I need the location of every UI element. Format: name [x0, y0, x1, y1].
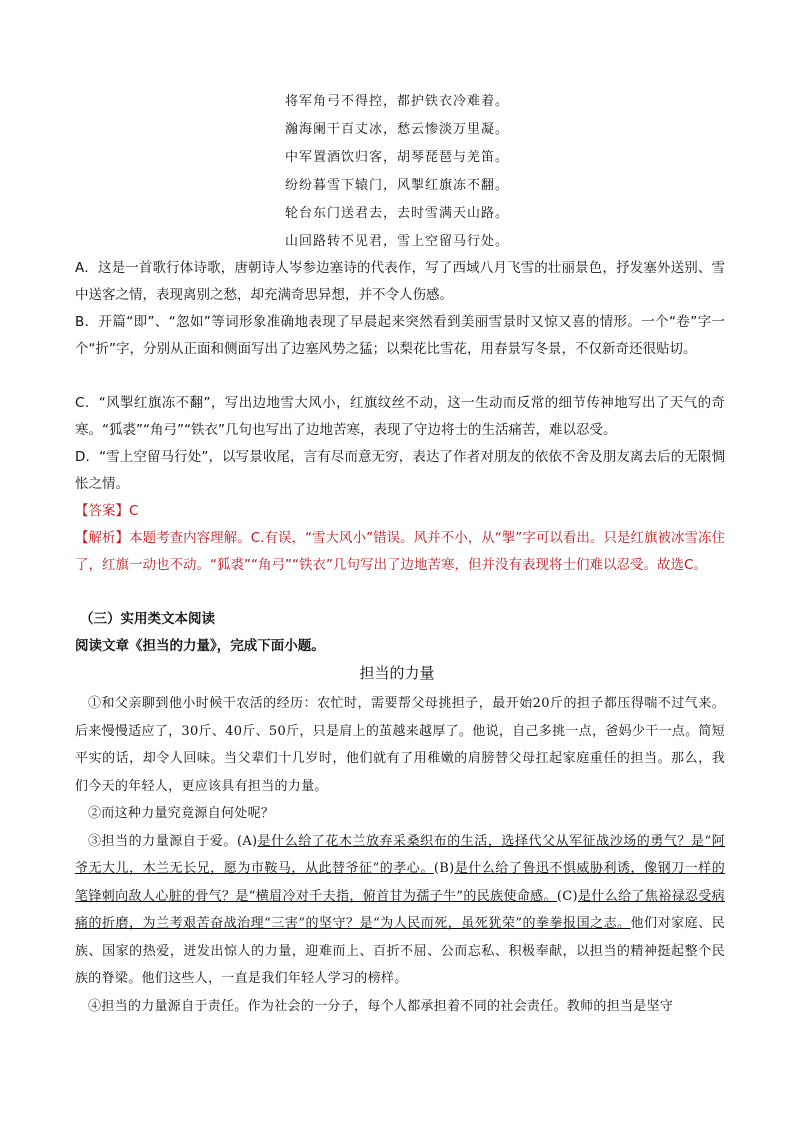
option-d: D．“雪上空留马行处”，以写景收尾，言有尽而意无穷，表达了作者对朋友的依依不舍及朋友离去后的无限惆怅之情。 — [75, 449, 725, 492]
essay-paragraph-3 — [75, 828, 725, 993]
poem-line: 山回路转不见君，雪上空留马行处。 — [284, 234, 509, 249]
option-a: A．这是一首歌行体诗歌，唐朝诗人岑参边塞诗的代表作，写了西域八月飞雪的壮丽景色，抒发塞外送别、雪中送客之情，表现离别之愁，却充满奇思异想，并不令人伤感。 — [75, 260, 725, 303]
essay-paragraph-1: ①和父亲聊到他小时候干农活的经历：农忙时，需要帮父母挑担子，最开始20斤的担子都压得喘不过气来。后来慢慢适应了，30斤、40斤、50斤，只是肩上的茧越来越厚了。他说，自己多挑一点，爸妈少干一点。简短平实的话，却令人回味。当父辈们十几岁时，他们就有了用稚嫩的肩膀替父母扛起家庭重任的担当。那么，我们今天的年轻人，更应该具有担当的力量。 — [75, 696, 725, 794]
essay-paragraph-2: ②而这种力量究竟源自何处呢？ — [88, 806, 275, 821]
poem-line: 中军置酒饮归客，胡琴琵琶与羌笛。 — [284, 150, 509, 165]
essay-body — [75, 690, 725, 1020]
analysis-text: 字可以看出。只是红旗被冰雪冻住了，红旗一动也不动。 — [75, 530, 726, 573]
option-c: C．“风掣红旗冻不翻”，写出边地雪大风小，红旗纹丝不动，这一生动而反常的细节传神地写出了天气的奇寒。“狐裘”“角弓”“铁衣”几句也写出了边地苦寒，表现了守边将士的生活痛苦，难以忍受。 — [75, 395, 725, 438]
essay-title: 担当的力量 — [359, 664, 435, 682]
analysis-quote: “狐裘”“角弓”“铁衣” — [210, 557, 333, 573]
essay-text: ③担当的力量源自于爱。(A) — [88, 833, 258, 849]
essay-marker-c: (C) — [556, 888, 578, 904]
essay-marker-b: (B) — [433, 861, 455, 876]
answer-line — [75, 498, 725, 525]
analysis-text: 本题考查内容理解。C.有误， — [129, 530, 306, 546]
analysis-text: 错误。风并不小，从 — [373, 530, 495, 546]
analysis-text: 几句写出了边地苦寒，但并没有表现将士们难以忍受。故选C。 — [332, 557, 707, 573]
analysis-tag: 【解析】 — [75, 530, 130, 546]
essay-text: 他们对家庭、民族、国家的热爱，迸发出惊人的力量，迎难而上、百折不屈、公而忘私、积极奉献，以担当的精神挺起整个民族的脊梁。他们这些人，一直是我们年轻人学习的榜样。 — [75, 916, 725, 986]
poem-line: 将军角弓不得控，都护铁衣冷难着。 — [284, 94, 509, 109]
analysis-quote: “雪大风小” — [305, 530, 374, 546]
poem-line: 轮台东门送君去，去时雪满天山路。 — [284, 206, 509, 221]
underlined-sentence-c: 是什么给了焦裕禄忍受病痛的折磨，为兰考艰苦奋战治理“三害”的坚守？是“为人民而死，虽死犹荣”的拳拳报国之志。 — [75, 888, 725, 931]
underlined-sentence-a: 是什么给了花木兰放弃采桑织布的生活，选择代父从军征战沙场的勇气？是“阿爷无大儿，木兰无长兄，愿为市鞍马，从此替爷征”的孝心。 — [75, 833, 725, 876]
option-b: B．开篇“即”、“忽如”等词形象准确地表现了早晨起来突然看到美丽雪景时又惊又喜的情形。一个“卷”字一个“折”字，分别从正面和侧面写出了边塞风势之猛；以梨花比雪花，用春景写冬景，不仅新奇还很贴切。 — [75, 314, 725, 357]
poem-line: 瀚海阑干百丈冰，愁云惨淡万里凝。 — [284, 122, 509, 137]
underlined-sentence-b: 是什么给了鲁迅不惧威胁利诱，像钢刀一样的笔锋刺向敌人心脏的骨气？是“横眉冷对千夫指，俯首甘为孺子牛”的民族使命感。 — [75, 861, 725, 904]
answer-tag: 【答案】 — [75, 503, 129, 519]
poem-line: 纷纷暮雪下辕门，风掣红旗冻不翻。 — [284, 178, 509, 193]
analysis — [75, 525, 725, 579]
poem — [0, 88, 794, 256]
section-heading: （三）实用类文本阅读 — [80, 611, 215, 627]
section-instruction: 阅读文章《担当的力量》，完成下面小题。 — [75, 638, 325, 654]
essay-paragraph-4: ④担当的力量源自于责任。作为社会的一分子，每个人都承担着不同的社会责任。教师的担当是坚守 — [88, 998, 674, 1014]
analysis-quote: “掣” — [494, 530, 523, 546]
answer-value: C — [129, 503, 139, 519]
